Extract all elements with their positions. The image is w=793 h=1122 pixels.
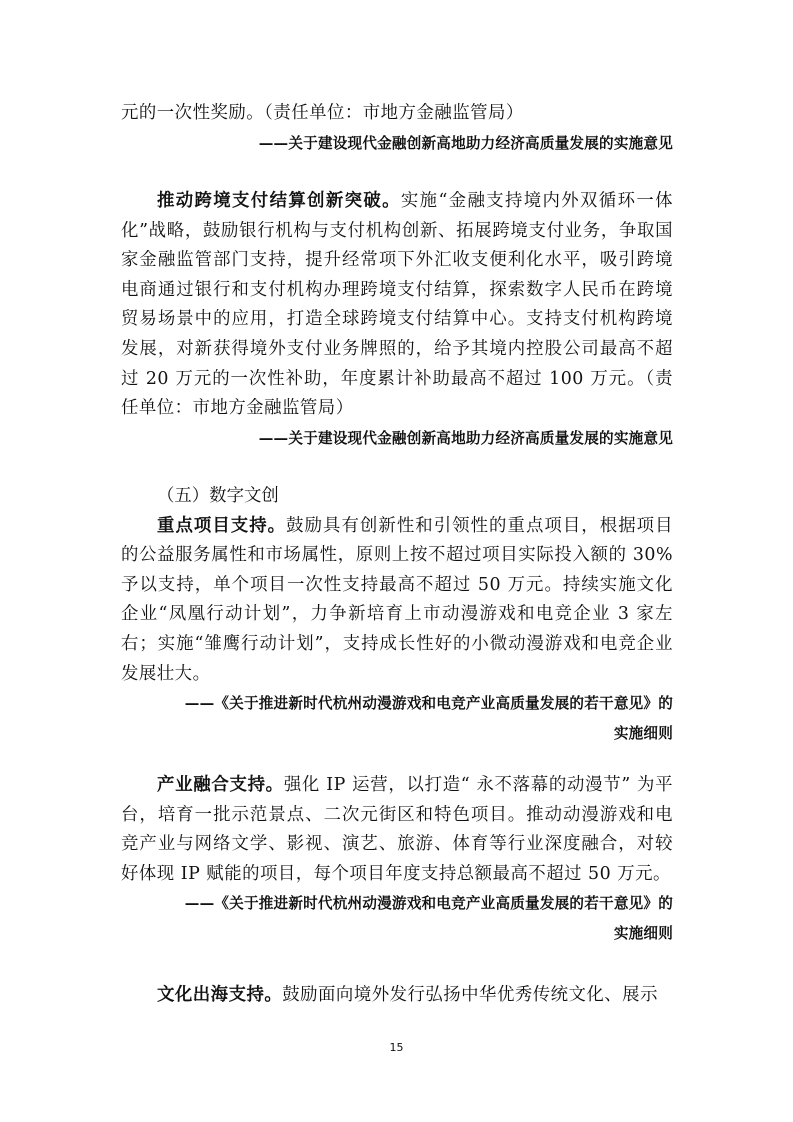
block-cross-border-payment [121,187,673,453]
paragraph-culture-overseas [121,981,673,1011]
source-citation: ——《关于推进新时代杭州动漫游戏和电竞产业高质量发展的若干意见》的 [184,695,673,713]
block-financial-reward [121,99,673,158]
paragraph-body: 实施“金融支持境内外双循环一体化”战略，鼓励银行机构与支付机构创新、拓展跨境支付业务，争取国家金融监管部门支持，提升经常项下外汇收支便利化水平，吸引跨境电商通过银行和支付机构办理跨境支付结算，探索数字人民币在跨境贸易场景中的应用，打造全球跨境支付结算中心。支持支付机构跨境发展，对新获得境外支付业务牌照的，给予其境内控股公司最高不超过 20 万元的一次性补助，年度累计补助最高不超过 100 万元。（责任单位：市地方金融监管局） [121,191,673,419]
paragraph-industry-integration [121,771,673,889]
page-number: 15 [389,1041,404,1054]
block-culture-overseas [121,981,673,1011]
source-citation: ——关于建设现代金融创新高地助力经济高质量发展的实施意见 [258,134,673,152]
paragraph-body: 鼓励具有创新性和引领性的重点项目，根据项目的公益服务属性和市场属性，原则上按不超过项目实际投入额的 30% 予以支持，单个项目一次性支持最高不超过 50 万元。持续实施文化企业“凤凰行动计划”，力争新培育上市动漫游戏和电竞企业 3 家左右；实施“雏鹰行动计划”，支持成长性好的小微动漫游戏和电竞企业发展壮大。 [121,515,673,684]
paragraph-lead: 重点项目支持。 [157,515,287,536]
block-digital-culture [121,482,673,748]
paragraph-body: 鼓励面向境外发行弘扬中华优秀传统文化、展示 [282,985,658,1005]
paragraph-lead: 推动跨境支付结算创新突破。 [157,191,401,211]
paragraph-lead: 产业融合支持。 [157,775,284,795]
source-citation: ——《关于推进新时代杭州动漫游戏和电竞产业高质量发展的若干意见》的 [184,895,673,913]
section-heading: （五）数字文创 [157,486,279,506]
paragraph-continuation: 元的一次性奖励。（责任单位：市地方金融监管局） [121,103,524,123]
paragraph-body: 强化 IP 运营，以打造“ 永不落幕的动漫节” 为平台，培育一批示范景点、二次元街区和特色项目。推动动漫游戏和电竞产业与网络文学、影视、演艺、旅游、体育等行业深度融合，对较好体现 IP 赋能的项目，每个项目年度支持总额最高不超过 50 万元。 [121,775,673,884]
source-citation-cont: 实施细则 [613,724,673,742]
source-citation-cont: 实施细则 [613,924,673,942]
source-citation: ——关于建设现代金融创新高地助力经济高质量发展的实施意见 [258,429,673,447]
paragraph-cross-border-payment [121,187,673,424]
paragraph-key-projects [121,512,673,690]
paragraph-lead: 文化出海支持。 [157,985,283,1005]
block-industry-integration [121,771,673,949]
